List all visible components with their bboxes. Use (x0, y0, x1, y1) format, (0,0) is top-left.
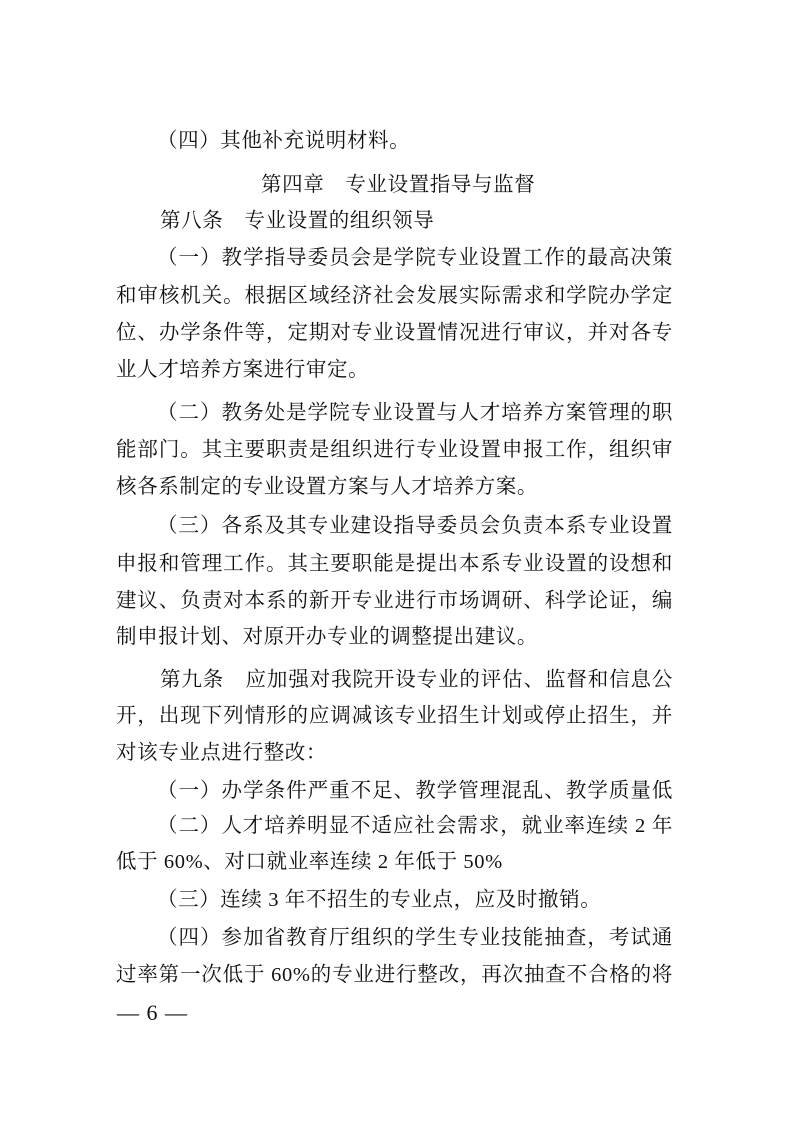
chapter-heading: 第四章 专业设置指导与监督 (261, 172, 536, 196)
paragraph-line: 申报和管理工作。其主要职能是提出本系专业设置的设想和 (116, 551, 673, 575)
paragraph-line: 和审核机关。根据区域经济社会发展实际需求和学院办学定 (116, 283, 673, 307)
list-item: （二）人才培养明显不适应社会需求，就业率连续 2 年 (157, 815, 673, 837)
paragraph-line: 能部门。其主要职责是组织进行专业设置申报工作，组织审 (116, 437, 673, 461)
page-number: — 6 — (117, 1000, 188, 1025)
paragraph-line: 位、办学条件等，定期对专业设置情况进行审议，并对各专 (116, 320, 673, 344)
list-item: （三）连续 3 年不招生的专业点，应及时撤销。 (157, 889, 602, 911)
article-8-heading: 第八条 专业设置的组织领导 (160, 208, 435, 232)
paragraph-line: 对该专业点进行整改： (116, 740, 327, 764)
paragraph-line: 建议、负责对本系的新开专业进行市场调研、科学论证，编 (116, 588, 673, 612)
paragraph-line: （三）各系及其专业建设指导委员会负责本系专业设置 (157, 513, 673, 537)
paragraph-line: 业人才培养方案进行审定。 (116, 357, 370, 381)
list-item-continued: 过率第一次低于 60%的专业进行整改，再次抽查不合格的将 (116, 964, 673, 986)
paragraph-line: 核各系制定的专业设置方案与人才培养方案。 (116, 474, 538, 498)
list-item: （一）办学条件严重不足、教学管理混乱、教学质量低 (157, 778, 673, 802)
list-item-continued: 低于 60%、对口就业率连续 2 年低于 50% (116, 851, 503, 873)
paragraph-line: （二）教务处是学院专业设置与人才培养方案管理的职 (157, 400, 673, 424)
paragraph-line: （一）教学指导委员会是学院专业设置工作的最高决策 (157, 245, 673, 269)
list-item: （四）参加省教育厅组织的学生专业技能抽查，考试通 (157, 925, 673, 949)
item-4-other-materials: （四）其他补充说明材料。 (157, 128, 411, 152)
paragraph-line: 开，出现下列情形的应调减该专业招生计划或停止招生，并 (116, 703, 673, 727)
article-9-line: 第九条 应加强对我院开设专业的评估、监督和信息公 (160, 667, 673, 691)
paragraph-line: 制申报计划、对原开办专业的调整提出建议。 (116, 624, 538, 648)
